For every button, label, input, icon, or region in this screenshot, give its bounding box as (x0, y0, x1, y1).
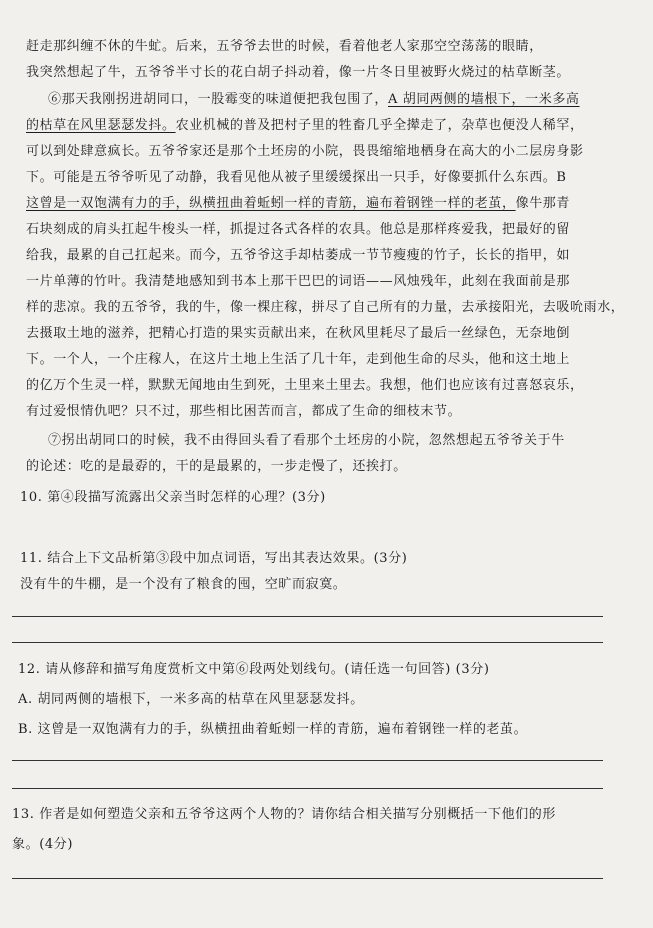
underlined-sentence-a: 的枯草在风里瑟瑟发抖。 (26, 118, 176, 133)
paragraph-6-line: 一片单薄的竹叶。我清楚地感知到书本上那干巴巴的词语——风烛残年，此刻在我面前是那 (26, 274, 571, 289)
underlined-sentence-b: 这曾是一双饱满有力的手，纵横扭曲着蚯蚓一样的青筋，遍布着钢锉一样的老茧， (26, 196, 516, 211)
passage-line: 我突然想起了牛，五爷爷半寸长的花白胡子抖动着，像一片冬日里被野火烧过的枯草断茎。 (26, 65, 571, 80)
question-11: 11. 结合上下文品析第③段中加点词语，写出其表达效果。(3分) (20, 551, 408, 566)
question-11-sentence: 没有牛的牛棚，是一个没有了粮食的囤，空旷而寂寞。 (20, 577, 347, 592)
question-13: 13. 作者是如何塑造父亲和五爷爷这两个人物的？请你结合相关描写分别概括一下他们的形 (12, 807, 557, 822)
answer-line (12, 878, 603, 879)
answer-line (12, 788, 603, 789)
answer-line (12, 760, 603, 761)
paragraph-6-line: 样的悲凉。我的五爷爷，我的牛，像一棵庄稼，拼尽了自己所有的力量，去承接阳光，去吸吮雨水， (26, 300, 625, 315)
question-12-option-a: A. 胡同两侧的墙根下，一米多高的枯草在风里瑟瑟发抖。 (18, 692, 364, 707)
paragraph-6-line: 下。可能是五爷爷听见了动静，我看见他从被子里缓缓探出一只手，好像要抓什么东西。B (26, 170, 567, 185)
paragraph-6-line: 去摄取土地的滋养，把精心打造的果实贡献出来，在秋风里耗尽了最后一丝绿色，无奈地倒 (26, 326, 571, 341)
question-12: 12. 请从修辞和描写角度赏析文中第⑥段两处划线句。(请任选一句回答) (3分) (18, 662, 490, 677)
question-12-option-b: B. 这曾是一双饱满有力的手，纵横扭曲着蚯蚓一样的青筋，遍布着钢锉一样的老茧。 (18, 722, 528, 737)
answer-line (12, 642, 603, 643)
paragraph-6-line: 给我，最累的自己扛起来。而今，五爷爷这手却枯萎成一节节瘦瘦的竹子，长长的指甲，如 (26, 248, 571, 263)
passage-line: 赶走那纠缠不休的牛虻。后来，五爷爷去世的时候，看着他老人家那空空荡荡的眼睛， (26, 39, 543, 54)
paragraph-6-line (26, 117, 653, 135)
paragraph-6-line: 有过爱恨情仇吧？只不过，那些相比困苦而言，都成了生命的细枝末节。 (26, 404, 462, 419)
paragraph-6-line: 石块刻成的肩头扛起牛梭头一样，抓提过各式各样的农具。他总是那样疼爱我，把最好的留 (26, 222, 571, 237)
paragraph-6-line (0, 91, 653, 109)
paragraph-6-line: 的亿万个生灵一样，默默无闻地由生到死，土里来土里去。我想，他们也应该有过喜怒哀乐， (26, 378, 584, 393)
paragraph-6-line (26, 195, 653, 213)
paragraph-6-text: 农业机械的普及把村子里的牲畜几乎全撵走了，杂草也便没人稀罕， (175, 118, 584, 133)
paragraph-6-line: 下。一个人，一个庄稼人，在这片土地上生活了几十年，走到他生命的尽头，他和这土地上 (26, 352, 571, 367)
paragraph-6-text: 像牛那青 (515, 196, 571, 211)
paragraph-7-line: 的论述：吃的是最孬的，干的是最累的，一步走慢了，还挨打。 (26, 459, 407, 474)
answer-line (12, 616, 603, 617)
question-13-continued: 象。(4分) (12, 837, 74, 852)
question-10: 10. 第④段描写流露出父亲当时怎样的心理？(3分) (20, 490, 326, 505)
paragraph-6-text: ⑥那天我刚拐进胡同口，一股霉变的味道便把我包围了， (48, 92, 389, 107)
paragraph-7-line: ⑦拐出胡同口的时候，我不由得回头看了看那个土坯房的小院，忽然想起五爷爷关于牛 (48, 433, 565, 448)
paragraph-6-line: 可以到处肆意疯长。五爷爷家还是那个土坯房的小院，畏畏缩缩地栖身在高大的小二层房身影 (26, 144, 584, 159)
underlined-sentence-a: A 胡同两侧的墙根下，一米多高 (388, 92, 580, 107)
